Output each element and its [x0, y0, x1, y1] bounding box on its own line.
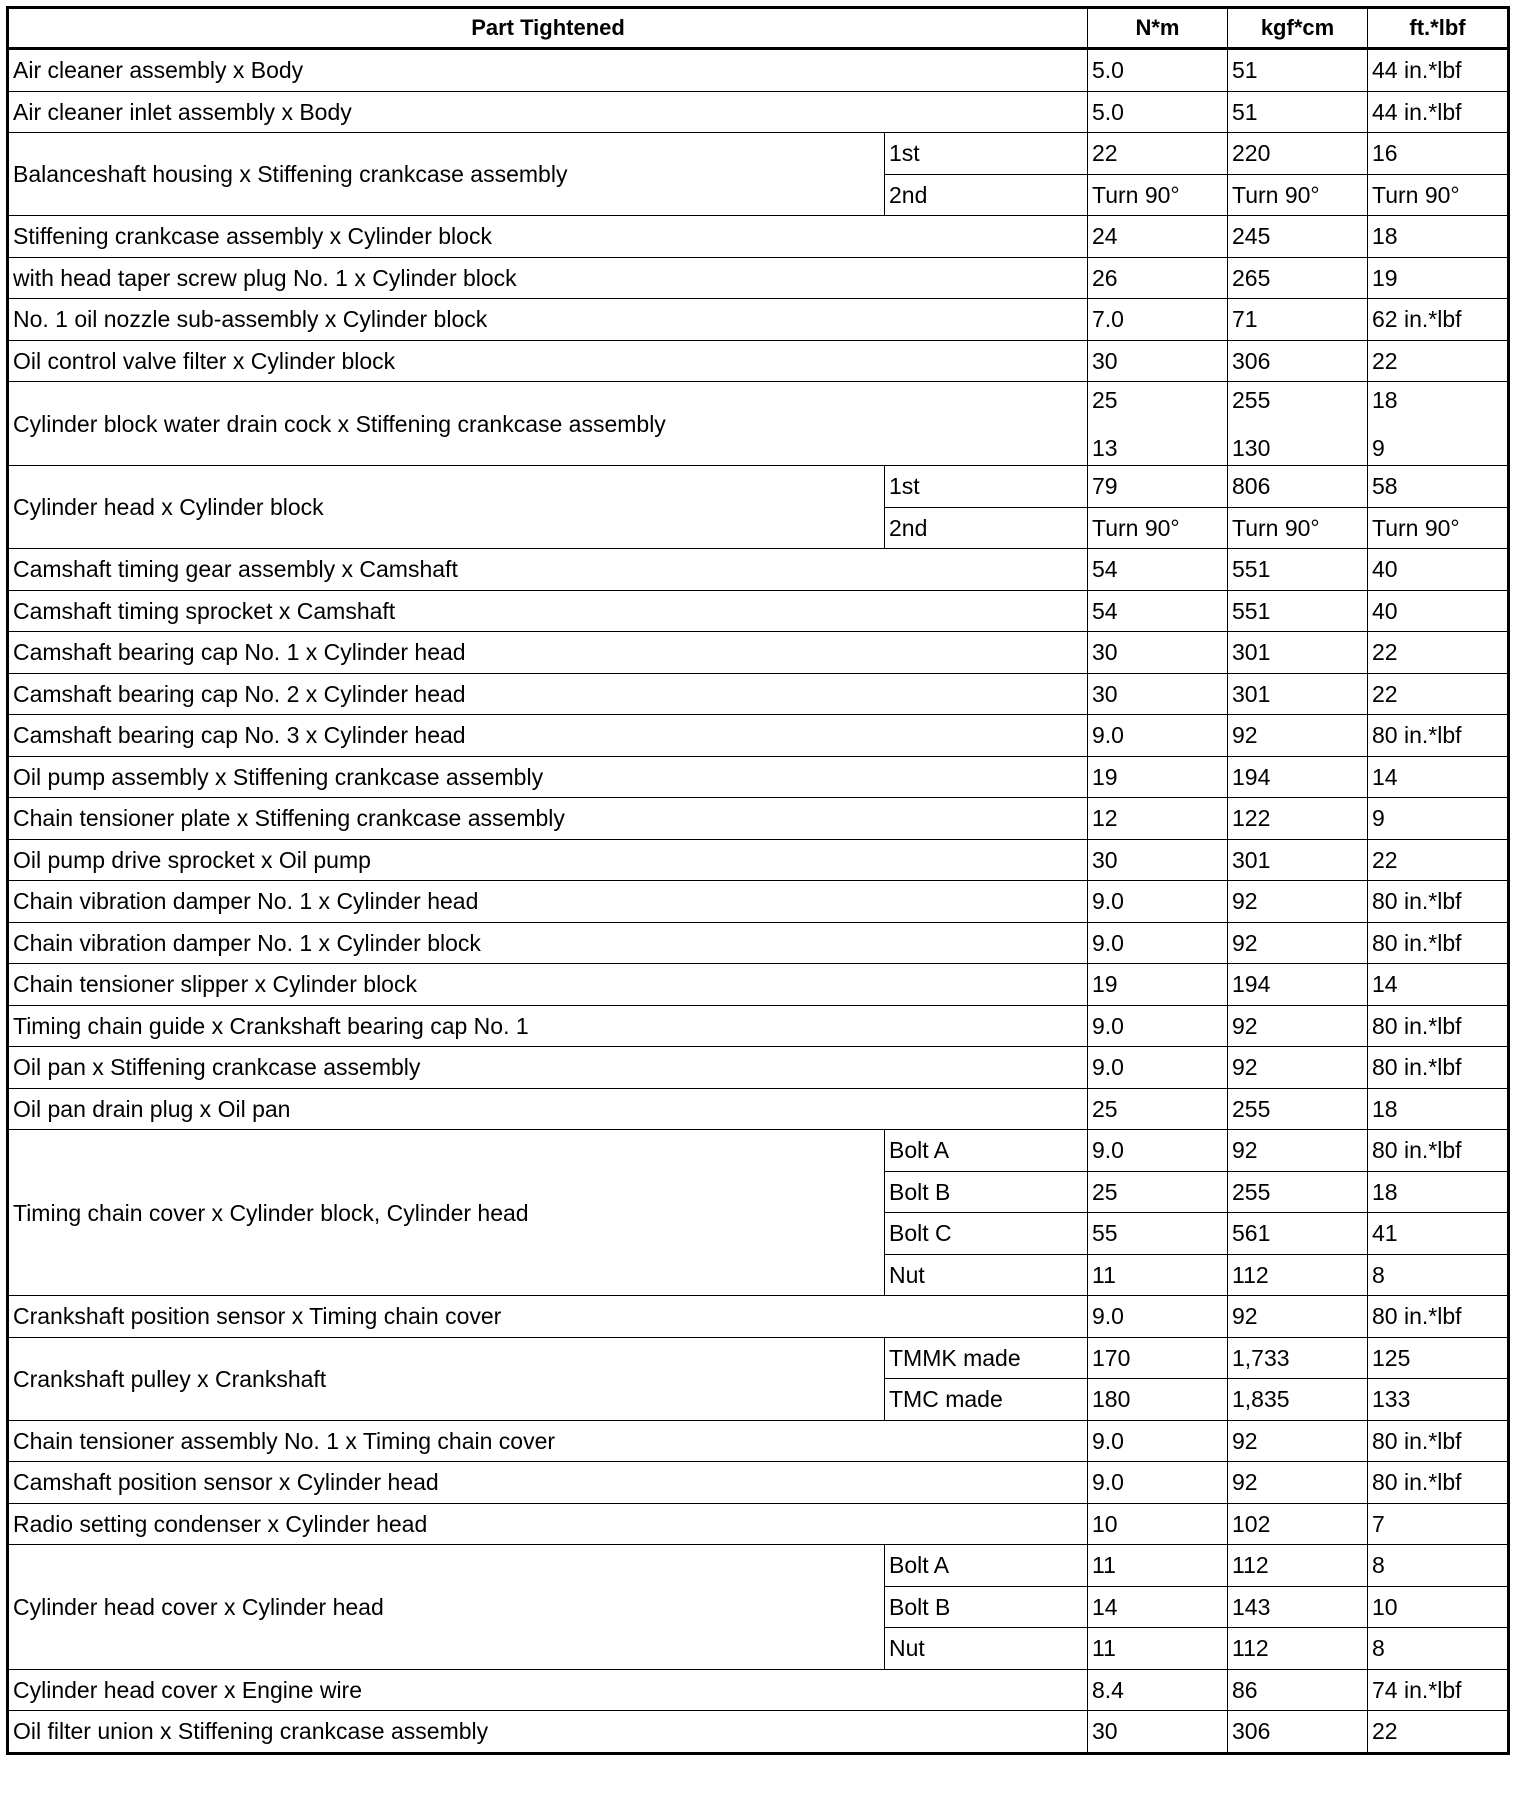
table-row — [8, 382, 1509, 466]
kgf-cm-value-cell: 301 — [1228, 673, 1368, 715]
table-row — [8, 673, 1509, 715]
kgf-cm-value-cell: 92 — [1228, 1420, 1368, 1462]
part-name-cell: Chain vibration damper No. 1 x Cylinder block — [8, 922, 1088, 964]
kgf-cm-value-cell: Turn 90° — [1228, 507, 1368, 549]
table-row — [8, 299, 1509, 341]
kgf-cm-value-cell: 51 — [1228, 49, 1368, 92]
ft-lbf-value-cell: 80 in.*lbf — [1368, 1047, 1509, 1089]
ft-lbf-value-cell: 41 — [1368, 1213, 1509, 1255]
table-row — [8, 1503, 1509, 1545]
part-name-cell: Timing chain cover x Cylinder block, Cylinder head — [8, 1130, 885, 1296]
table-row — [8, 964, 1509, 1006]
part-name-cell: Balanceshaft housing x Stiffening crankcase assembly — [8, 133, 885, 216]
part-name-cell: Air cleaner inlet assembly x Body — [8, 91, 1088, 133]
part-name-cell: Chain vibration damper No. 1 x Cylinder head — [8, 881, 1088, 923]
nm-value-cell: 12 — [1088, 798, 1228, 840]
ft-lbf-value-cell: Turn 90° — [1368, 507, 1509, 549]
sub-condition-cell: TMC made — [885, 1379, 1088, 1421]
ft-lbf-value-cell: 14 — [1368, 756, 1509, 798]
sub-condition-cell: 2nd — [885, 507, 1088, 549]
ft-lbf-value-cell: 58 — [1368, 466, 1509, 508]
ft-lbf-value-cell: 80 in.*lbf — [1368, 1005, 1509, 1047]
stacked-value: 9 — [1372, 434, 1385, 461]
part-name-cell: Camshaft bearing cap No. 2 x Cylinder head — [8, 673, 1088, 715]
nm-value-cell: 170 — [1088, 1337, 1228, 1379]
kgf-cm-value-cell: 122 — [1228, 798, 1368, 840]
nm-value-cell: 5.0 — [1088, 91, 1228, 133]
kgf-cm-value-cell: 86 — [1228, 1669, 1368, 1711]
table-row — [8, 1669, 1509, 1711]
ft-lbf-value-cell: 80 in.*lbf — [1368, 881, 1509, 923]
part-name-cell: Chain tensioner assembly No. 1 x Timing chain cover — [8, 1420, 1088, 1462]
nm-value-cell: 11 — [1088, 1254, 1228, 1296]
nm-value-cell: 54 — [1088, 590, 1228, 632]
nm-value-cell: 30 — [1088, 673, 1228, 715]
part-name-cell: Timing chain guide x Crankshaft bearing cap No. 1 — [8, 1005, 1088, 1047]
part-name-cell: with head taper screw plug No. 1 x Cylinder block — [8, 257, 1088, 299]
kgf-cm-value-cell — [1228, 382, 1368, 466]
nm-value-cell: 25 — [1088, 1171, 1228, 1213]
stacked-value: 18 — [1372, 386, 1398, 413]
table-row — [8, 1711, 1509, 1754]
kgf-cm-value-cell: 306 — [1228, 340, 1368, 382]
ft-lbf-value-cell: 62 in.*lbf — [1368, 299, 1509, 341]
nm-value-cell: 5.0 — [1088, 49, 1228, 92]
nm-value-cell: 22 — [1088, 133, 1228, 175]
sub-condition-cell: 1st — [885, 133, 1088, 175]
nm-value-cell: 9.0 — [1088, 1130, 1228, 1172]
sub-condition-cell: Bolt B — [885, 1586, 1088, 1628]
table-row — [8, 715, 1509, 757]
kgf-cm-value-cell: 551 — [1228, 590, 1368, 632]
part-name-cell: No. 1 oil nozzle sub-assembly x Cylinder block — [8, 299, 1088, 341]
part-name-cell: Oil pan drain plug x Oil pan — [8, 1088, 1088, 1130]
nm-value-cell: 8.4 — [1088, 1669, 1228, 1711]
kgf-cm-value-cell: 301 — [1228, 839, 1368, 881]
table-row — [8, 1130, 1509, 1172]
nm-value-cell: 7.0 — [1088, 299, 1228, 341]
header-nm: N*m — [1088, 8, 1228, 49]
kgf-cm-value-cell: 92 — [1228, 1462, 1368, 1504]
part-name-cell: Cylinder head cover x Cylinder head — [8, 1545, 885, 1670]
kgf-cm-value-cell: 112 — [1228, 1628, 1368, 1670]
nm-value-cell: 9.0 — [1088, 1005, 1228, 1047]
nm-value-cell: 14 — [1088, 1586, 1228, 1628]
part-name-cell: Camshaft position sensor x Cylinder head — [8, 1462, 1088, 1504]
table-row — [8, 1296, 1509, 1338]
ft-lbf-value-cell: 18 — [1368, 216, 1509, 258]
stacked-value: 130 — [1232, 434, 1271, 461]
table-row — [8, 1462, 1509, 1504]
nm-value-cell: 19 — [1088, 964, 1228, 1006]
table-row — [8, 1545, 1509, 1587]
kgf-cm-value-cell: 265 — [1228, 257, 1368, 299]
ft-lbf-value-cell: 22 — [1368, 340, 1509, 382]
kgf-cm-value-cell: 255 — [1228, 1171, 1368, 1213]
part-name-cell: Oil filter union x Stiffening crankcase assembly — [8, 1711, 1088, 1754]
kgf-cm-value-cell: 92 — [1228, 715, 1368, 757]
nm-value-cell: 30 — [1088, 839, 1228, 881]
table-row — [8, 1047, 1509, 1089]
kgf-cm-value-cell: 112 — [1228, 1254, 1368, 1296]
nm-value-cell: 19 — [1088, 756, 1228, 798]
ft-lbf-value-cell: 8 — [1368, 1545, 1509, 1587]
part-name-cell: Camshaft timing sprocket x Camshaft — [8, 590, 1088, 632]
part-name-cell: Air cleaner assembly x Body — [8, 49, 1088, 92]
table-row — [8, 881, 1509, 923]
ft-lbf-value-cell: 22 — [1368, 673, 1509, 715]
nm-value-cell: 25 — [1088, 1088, 1228, 1130]
kgf-cm-value-cell: 92 — [1228, 1047, 1368, 1089]
kgf-cm-value-cell: 92 — [1228, 1005, 1368, 1047]
table-row — [8, 549, 1509, 591]
ft-lbf-value-cell: 10 — [1368, 1586, 1509, 1628]
kgf-cm-value-cell: Turn 90° — [1228, 174, 1368, 216]
kgf-cm-value-cell: 1,733 — [1228, 1337, 1368, 1379]
ft-lbf-value-cell: 14 — [1368, 964, 1509, 1006]
part-name-cell: Radio setting condenser x Cylinder head — [8, 1503, 1088, 1545]
kgf-cm-value-cell: 102 — [1228, 1503, 1368, 1545]
table-row — [8, 216, 1509, 258]
ft-lbf-value-cell: 22 — [1368, 1711, 1509, 1754]
part-name-cell: Camshaft bearing cap No. 1 x Cylinder head — [8, 632, 1088, 674]
table-row — [8, 798, 1509, 840]
ft-lbf-value-cell: 80 in.*lbf — [1368, 922, 1509, 964]
sub-condition-cell: Bolt C — [885, 1213, 1088, 1255]
kgf-cm-value-cell: 306 — [1228, 1711, 1368, 1754]
kgf-cm-value-cell: 143 — [1228, 1586, 1368, 1628]
part-name-cell: Oil pump assembly x Stiffening crankcase assembly — [8, 756, 1088, 798]
kgf-cm-value-cell: 806 — [1228, 466, 1368, 508]
ft-lbf-value-cell: 40 — [1368, 549, 1509, 591]
kgf-cm-value-cell: 220 — [1228, 133, 1368, 175]
header-kgf-cm: kgf*cm — [1228, 8, 1368, 49]
kgf-cm-value-cell: 255 — [1228, 1088, 1368, 1130]
table-header-row — [8, 8, 1509, 49]
header-part-tightened: Part Tightened — [8, 8, 1088, 49]
kgf-cm-value-cell: 301 — [1228, 632, 1368, 674]
ft-lbf-value-cell: 8 — [1368, 1628, 1509, 1670]
table-row — [8, 466, 1509, 508]
part-name-cell: Cylinder head cover x Engine wire — [8, 1669, 1088, 1711]
table-row — [8, 340, 1509, 382]
part-name-cell: Chain tensioner slipper x Cylinder block — [8, 964, 1088, 1006]
nm-value-cell: 10 — [1088, 1503, 1228, 1545]
table-row — [8, 756, 1509, 798]
sub-condition-cell: 1st — [885, 466, 1088, 508]
ft-lbf-value-cell: 40 — [1368, 590, 1509, 632]
stacked-value: 255 — [1232, 386, 1271, 413]
nm-value-cell: 30 — [1088, 632, 1228, 674]
table-body — [8, 49, 1509, 1754]
sub-condition-cell: Nut — [885, 1254, 1088, 1296]
table-row — [8, 1337, 1509, 1379]
part-name-cell: Camshaft timing gear assembly x Camshaft — [8, 549, 1088, 591]
sub-condition-cell: Bolt A — [885, 1545, 1088, 1587]
torque-spec-document — [6, 6, 1510, 1755]
sub-condition-cell: Bolt B — [885, 1171, 1088, 1213]
nm-value-cell: 9.0 — [1088, 715, 1228, 757]
ft-lbf-value-cell: 80 in.*lbf — [1368, 1130, 1509, 1172]
part-name-cell: Cylinder head x Cylinder block — [8, 466, 885, 549]
ft-lbf-value-cell: 125 — [1368, 1337, 1509, 1379]
table-row — [8, 257, 1509, 299]
part-name-cell: Stiffening crankcase assembly x Cylinder block — [8, 216, 1088, 258]
stacked-value: 25 — [1092, 386, 1118, 413]
kgf-cm-value-cell: 194 — [1228, 756, 1368, 798]
kgf-cm-value-cell: 92 — [1228, 1296, 1368, 1338]
ft-lbf-value-cell: 80 in.*lbf — [1368, 1462, 1509, 1504]
ft-lbf-value-cell: 19 — [1368, 257, 1509, 299]
nm-value-cell: 24 — [1088, 216, 1228, 258]
nm-value-cell: 54 — [1088, 549, 1228, 591]
nm-value-cell: 9.0 — [1088, 1047, 1228, 1089]
ft-lbf-value-cell: 18 — [1368, 1171, 1509, 1213]
part-name-cell: Oil pump drive sprocket x Oil pump — [8, 839, 1088, 881]
table-row — [8, 133, 1509, 175]
nm-value-cell: 11 — [1088, 1545, 1228, 1587]
header-ft-lbf: ft.*lbf — [1368, 8, 1509, 49]
nm-value-cell: 55 — [1088, 1213, 1228, 1255]
nm-value-cell: 9.0 — [1088, 1296, 1228, 1338]
ft-lbf-value-cell: 80 in.*lbf — [1368, 1296, 1509, 1338]
kgf-cm-value-cell: 561 — [1228, 1213, 1368, 1255]
ft-lbf-value-cell: 7 — [1368, 1503, 1509, 1545]
table-row — [8, 922, 1509, 964]
nm-value-cell: 9.0 — [1088, 922, 1228, 964]
part-name-cell: Oil control valve filter x Cylinder block — [8, 340, 1088, 382]
ft-lbf-value-cell: 8 — [1368, 1254, 1509, 1296]
nm-value-cell: 30 — [1088, 1711, 1228, 1754]
kgf-cm-value-cell: 194 — [1228, 964, 1368, 1006]
ft-lbf-value-cell: 9 — [1368, 798, 1509, 840]
nm-value-cell: 9.0 — [1088, 881, 1228, 923]
kgf-cm-value-cell: 92 — [1228, 1130, 1368, 1172]
nm-value-cell: Turn 90° — [1088, 174, 1228, 216]
ft-lbf-value-cell: 74 in.*lbf — [1368, 1669, 1509, 1711]
ft-lbf-value-cell: Turn 90° — [1368, 174, 1509, 216]
table-row — [8, 91, 1509, 133]
nm-value-cell: 9.0 — [1088, 1420, 1228, 1462]
nm-value-cell: 9.0 — [1088, 1462, 1228, 1504]
nm-value-cell — [1088, 382, 1228, 466]
kgf-cm-value-cell: 112 — [1228, 1545, 1368, 1587]
kgf-cm-value-cell: 245 — [1228, 216, 1368, 258]
table-row — [8, 49, 1509, 92]
kgf-cm-value-cell: 1,835 — [1228, 1379, 1368, 1421]
nm-value-cell: Turn 90° — [1088, 507, 1228, 549]
table-row — [8, 1420, 1509, 1462]
sub-condition-cell: TMMK made — [885, 1337, 1088, 1379]
stacked-value: 13 — [1092, 434, 1118, 461]
part-name-cell: Crankshaft pulley x Crankshaft — [8, 1337, 885, 1420]
nm-value-cell: 26 — [1088, 257, 1228, 299]
ft-lbf-value-cell: 22 — [1368, 839, 1509, 881]
ft-lbf-value-cell: 22 — [1368, 632, 1509, 674]
kgf-cm-value-cell: 71 — [1228, 299, 1368, 341]
kgf-cm-value-cell: 551 — [1228, 549, 1368, 591]
ft-lbf-value-cell: 80 in.*lbf — [1368, 1420, 1509, 1462]
ft-lbf-value-cell: 133 — [1368, 1379, 1509, 1421]
kgf-cm-value-cell: 92 — [1228, 881, 1368, 923]
ft-lbf-value-cell — [1368, 382, 1509, 466]
part-name-cell: Camshaft bearing cap No. 3 x Cylinder head — [8, 715, 1088, 757]
table-row — [8, 1088, 1509, 1130]
nm-value-cell: 30 — [1088, 340, 1228, 382]
ft-lbf-value-cell: 16 — [1368, 133, 1509, 175]
part-name-cell: Cylinder block water drain cock x Stiffening crankcase assembly — [8, 382, 1088, 466]
table-row — [8, 632, 1509, 674]
kgf-cm-value-cell: 51 — [1228, 91, 1368, 133]
ft-lbf-value-cell: 80 in.*lbf — [1368, 715, 1509, 757]
table-row — [8, 590, 1509, 632]
part-name-cell: Oil pan x Stiffening crankcase assembly — [8, 1047, 1088, 1089]
nm-value-cell: 79 — [1088, 466, 1228, 508]
nm-value-cell: 11 — [1088, 1628, 1228, 1670]
kgf-cm-value-cell: 92 — [1228, 922, 1368, 964]
ft-lbf-value-cell: 44 in.*lbf — [1368, 49, 1509, 92]
part-name-cell: Chain tensioner plate x Stiffening crankcase assembly — [8, 798, 1088, 840]
nm-value-cell: 180 — [1088, 1379, 1228, 1421]
ft-lbf-value-cell: 18 — [1368, 1088, 1509, 1130]
part-name-cell: Crankshaft position sensor x Timing chain cover — [8, 1296, 1088, 1338]
table-row — [8, 839, 1509, 881]
ft-lbf-value-cell: 44 in.*lbf — [1368, 91, 1509, 133]
sub-condition-cell: Bolt A — [885, 1130, 1088, 1172]
sub-condition-cell: Nut — [885, 1628, 1088, 1670]
sub-condition-cell: 2nd — [885, 174, 1088, 216]
table-row — [8, 1005, 1509, 1047]
torque-specification-table — [6, 6, 1510, 1755]
